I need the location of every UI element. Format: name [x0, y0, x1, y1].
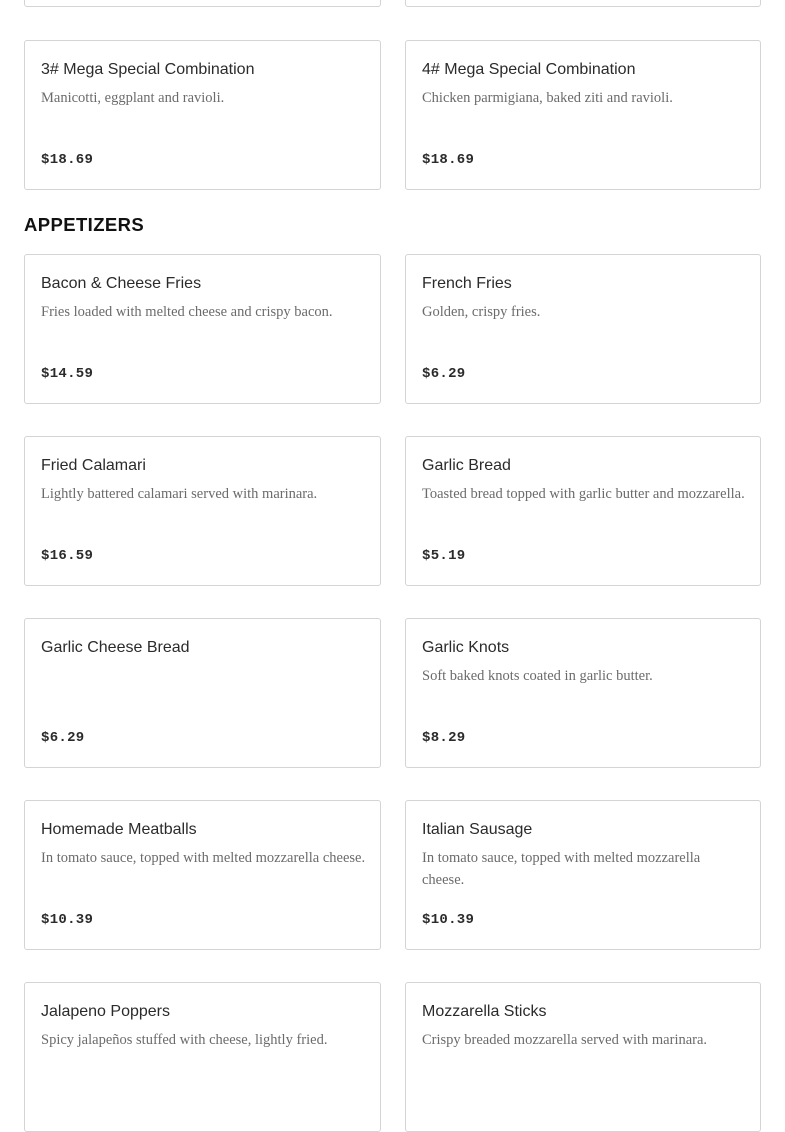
- menu-item-card[interactable]: [24, 436, 381, 586]
- menu-item-card-partial[interactable]: [405, 0, 761, 7]
- menu-item-name: Garlic Cheese Bread: [41, 639, 190, 656]
- menu-item-name: Italian Sausage: [422, 821, 533, 838]
- menu-item-name: 4# Mega Special Combination: [422, 61, 636, 78]
- menu-item-description: Manicotti, eggplant and ravioli.: [41, 90, 225, 106]
- menu-item-description: In tomato sauce, topped with melted mozzarella cheese.: [41, 850, 366, 866]
- menu-item-card[interactable]: [405, 618, 761, 768]
- menu-item-card[interactable]: [24, 618, 381, 768]
- menu-item-card[interactable]: [405, 40, 761, 190]
- menu-item-name: Fried Calamari: [41, 457, 146, 474]
- menu-item-price: $10.39: [41, 912, 94, 928]
- menu-item-name: Jalapeno Poppers: [41, 1003, 170, 1020]
- menu-item-description: Crispy breaded mozzarella served with marinara.: [422, 1032, 708, 1048]
- menu-item-price: $18.69: [41, 152, 94, 168]
- menu-item-name: Garlic Knots: [422, 639, 510, 656]
- menu-item-description: Soft baked knots coated in garlic butter.: [422, 668, 653, 684]
- menu-item-name: Homemade Meatballs: [41, 821, 197, 838]
- menu-item-card[interactable]: [24, 40, 381, 190]
- menu-item-price: $6.29: [41, 730, 85, 746]
- menu-item-description: Chicken parmigiana, baked ziti and ravioli.: [422, 90, 673, 106]
- menu-item-description: Toasted bread topped with garlic butter and mozzarella.: [422, 486, 745, 502]
- menu-item-name: Bacon & Cheese Fries: [41, 275, 202, 292]
- menu-item-description: Fries loaded with melted cheese and crispy bacon.: [41, 304, 333, 320]
- menu-item-card[interactable]: [405, 436, 761, 586]
- menu-item-card[interactable]: [24, 254, 381, 404]
- menu-item-name: French Fries: [422, 275, 512, 292]
- menu-item-price: $18.69: [422, 152, 475, 168]
- menu-item-name: Mozzarella Sticks: [422, 1003, 547, 1020]
- menu-item-description: In tomato sauce, topped with melted mozzarella cheese.: [422, 850, 701, 888]
- menu-item-price: $16.59: [41, 548, 94, 564]
- menu-item-card[interactable]: [405, 800, 761, 950]
- menu-item-description: Golden, crispy fries.: [422, 304, 541, 320]
- menu-item-price: $6.29: [422, 366, 466, 382]
- menu-item-price: $5.19: [422, 548, 466, 564]
- menu-item-card[interactable]: [405, 982, 761, 1132]
- menu-item-card-partial[interactable]: [24, 0, 381, 7]
- menu-item-price: $8.29: [422, 730, 466, 746]
- section-title-appetizers: APPETIZERS: [24, 214, 145, 235]
- menu-item-description: Spicy jalapeños stuffed with cheese, lightly fried.: [41, 1032, 328, 1048]
- menu-item-description: Lightly battered calamari served with marinara.: [41, 486, 318, 502]
- menu-item-price: $14.59: [41, 366, 94, 382]
- menu-item-card[interactable]: [24, 800, 381, 950]
- menu-item-name: Garlic Bread: [422, 457, 511, 474]
- menu-item-card[interactable]: [24, 982, 381, 1132]
- menu-item-card[interactable]: [405, 254, 761, 404]
- menu-item-name: 3# Mega Special Combination: [41, 61, 255, 78]
- menu-item-price: $10.39: [422, 912, 475, 928]
